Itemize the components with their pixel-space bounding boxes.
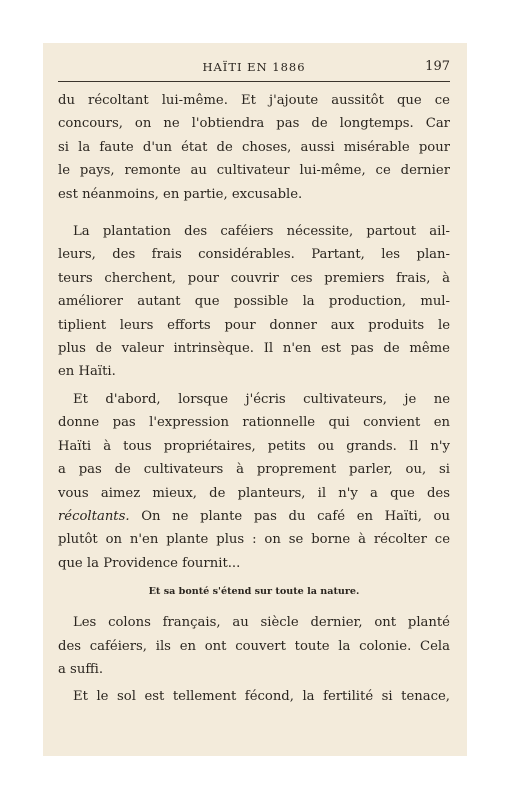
text-line: en Haïti. bbox=[58, 364, 116, 380]
paragraph-5 bbox=[58, 685, 450, 708]
text-line: concours, on ne l'obtiendra pas de longtemps. Car bbox=[58, 116, 450, 132]
text-line: du récoltant lui-même. Et j'ajoute aussitôt que ce bbox=[58, 93, 450, 108]
text-line: si la faute d'un état de choses, aussi misérable pour bbox=[58, 139, 450, 155]
text-line: améliorer autant que possible la production, mul- bbox=[58, 294, 450, 310]
text-line: a pas de cultivateurs à proprement parler, ou, si bbox=[58, 462, 450, 478]
text-line: a suffi. bbox=[58, 661, 104, 677]
book-page bbox=[43, 43, 467, 756]
page-number: 197 bbox=[425, 59, 450, 74]
text-line: vous aimez mieux, de planteurs, il n'y a que des bbox=[58, 485, 450, 501]
text-line: teurs cherchent, pour couvrir ces premiers frais, à bbox=[58, 270, 450, 286]
text-line: Et d'abord, lorsque j'écris cultivateurs, je ne bbox=[73, 391, 450, 407]
text-line: Haïti à tous propriétaires, petits ou grands. Il n'y bbox=[58, 438, 450, 454]
text-line: La plantation des caféiers nécessite, partout ail- bbox=[73, 224, 450, 240]
text-line: est néanmoins, en partie, excusable. bbox=[58, 186, 303, 202]
italic-word: récoltants. bbox=[58, 508, 130, 524]
paragraph-1 bbox=[58, 89, 450, 206]
text-line-with-italic bbox=[58, 505, 450, 528]
text-line: leurs, des frais considérables. Partant, les plan- bbox=[58, 247, 450, 263]
text-line: tiplient leurs efforts pour donner aux produits le bbox=[58, 317, 450, 333]
paragraph-2 bbox=[58, 220, 450, 384]
text-line: plutôt on n'en plante plus : on se borne à récolter ce bbox=[58, 532, 450, 548]
text-line: que la Providence fournit... bbox=[58, 555, 241, 571]
running-title: HAÏTI EN 1886 bbox=[202, 60, 306, 74]
text-line: Les colons français, au siècle dernier, ont planté bbox=[73, 615, 450, 631]
quotation: Et sa bonté s'étend sur toute la nature. bbox=[148, 586, 360, 598]
text-line: plus de valeur intrinsèque. Il n'en est pas de même bbox=[58, 341, 450, 357]
text-line: des caféiers, ils en ont couvert toute la colonie. Cela bbox=[58, 638, 450, 654]
paragraph-4 bbox=[58, 611, 450, 681]
text-line: le pays, remonte au cultivateur lui-même, ce dernier bbox=[58, 163, 450, 179]
text-line: Et le sol est tellement fécond, la fertilité si tenace, bbox=[73, 689, 450, 705]
page-header bbox=[58, 60, 450, 82]
header-rule bbox=[58, 81, 450, 82]
body-text bbox=[58, 89, 450, 709]
paragraph-3 bbox=[58, 388, 450, 575]
text-line: donne pas l'expression rationnelle qui convient en bbox=[58, 415, 450, 431]
line-remainder: On ne plante pas du café en Haïti, ou bbox=[129, 508, 450, 524]
